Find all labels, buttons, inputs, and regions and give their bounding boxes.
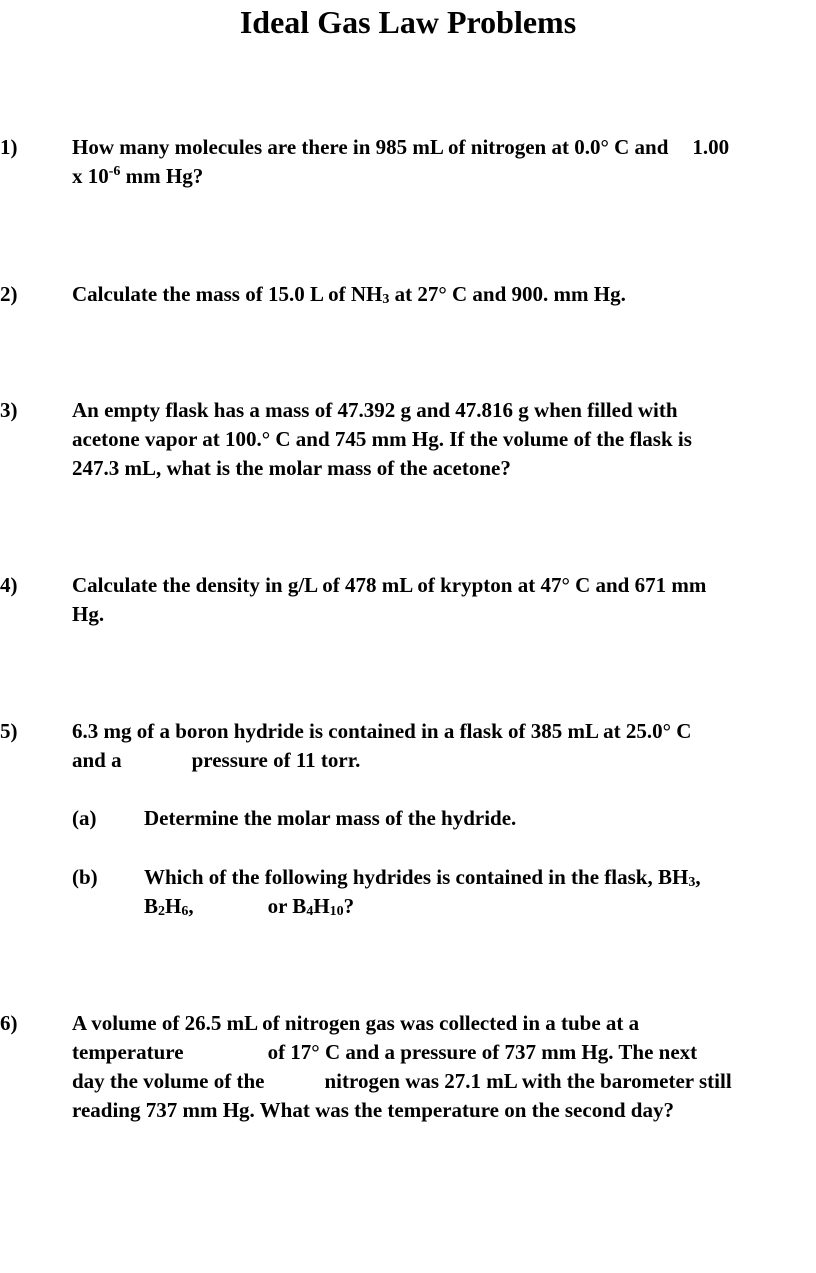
question-6-line-4: reading 737 mm Hg. What was the temperature on the second day? bbox=[72, 1098, 674, 1122]
subscript: 2 bbox=[158, 904, 166, 919]
question-6-text: temperature bbox=[72, 1040, 184, 1064]
sub-question-b-text: Which of the following hydrides is contained in the flask, BH bbox=[144, 865, 689, 889]
question-number-1: 1) bbox=[0, 135, 18, 159]
question-3-line-1: An empty flask has a mass of 47.392 g and 47.816 g when filled with bbox=[72, 398, 678, 422]
subscript: 4 bbox=[306, 904, 314, 919]
question-6-line-1: A volume of 26.5 mL of nitrogen gas was collected in a tube at a bbox=[72, 1011, 640, 1035]
question-2-text-end: at 27° C and 900. mm Hg. bbox=[389, 282, 626, 306]
formula-part: H bbox=[313, 894, 330, 918]
question-1-text: How many molecules are there in 985 mL of nitrogen at 0.0° C and bbox=[72, 135, 669, 159]
question-4-line-1: Calculate the density in g/L of 478 mL of krypton at 47° C and 671 mm bbox=[72, 573, 707, 597]
question-number-6: 6) bbox=[0, 1011, 18, 1035]
question-number-3: 3) bbox=[0, 398, 18, 422]
question-6-text: day the volume of the bbox=[72, 1069, 265, 1093]
question-4-line-2: Hg. bbox=[72, 602, 105, 626]
subscript: 6 bbox=[181, 904, 189, 919]
question-1-line-2 bbox=[72, 162, 816, 191]
page-title: Ideal Gas Law Problems bbox=[239, 4, 577, 40]
subscript: 10 bbox=[329, 904, 344, 919]
question-1-value: 1.00 bbox=[692, 135, 730, 159]
question-number-2: 2) bbox=[0, 282, 18, 306]
question-5-text-end: pressure of 11 torr. bbox=[191, 748, 361, 772]
comma: , bbox=[695, 865, 701, 889]
formula-part: or B bbox=[267, 894, 307, 918]
sub-question-a-text: Determine the molar mass of the hydride. bbox=[144, 806, 517, 830]
exponent: -6 bbox=[108, 164, 121, 179]
question-6-line-2 bbox=[72, 1038, 816, 1067]
question-5-line-2 bbox=[72, 746, 816, 775]
question-2-line-1 bbox=[72, 280, 816, 309]
question-number-4: 4) bbox=[0, 573, 18, 597]
question-5-text: and a bbox=[72, 748, 122, 772]
comma: , bbox=[188, 894, 194, 918]
question-6-text-end: nitrogen was 27.1 mL with the barometer still bbox=[324, 1069, 732, 1093]
subscript: 3 bbox=[382, 292, 390, 307]
question-1-multiplier: x 10 bbox=[72, 164, 109, 188]
formula-part: H bbox=[165, 894, 182, 918]
question-5-line-1: 6.3 mg of a boron hydride is contained in a flask of 385 mL at 25.0° C bbox=[72, 719, 692, 743]
question-3-line-2: acetone vapor at 100.° C and 745 mm Hg. If the volume of the flask is bbox=[72, 427, 692, 451]
question-6-line-3 bbox=[72, 1067, 816, 1096]
subscript: 3 bbox=[688, 875, 696, 890]
question-3-line-3: 247.3 mL, what is the molar mass of the acetone? bbox=[72, 456, 511, 480]
question-2-text: Calculate the mass of 15.0 L of NH bbox=[72, 282, 383, 306]
question-number-5: 5) bbox=[0, 719, 18, 743]
formula-part: B bbox=[144, 894, 159, 918]
sub-question-b-line-2 bbox=[144, 892, 354, 921]
question-1-line-1 bbox=[72, 133, 816, 162]
sub-question-label-a: (a) bbox=[72, 806, 97, 830]
question-mark: ? bbox=[343, 894, 355, 918]
sub-question-label-b: (b) bbox=[72, 865, 98, 889]
sub-question-b-line-1 bbox=[144, 863, 701, 892]
question-1-unit: mm Hg? bbox=[120, 164, 204, 188]
question-6-text-end: of 17° C and a pressure of 737 mm Hg. The next bbox=[267, 1040, 698, 1064]
